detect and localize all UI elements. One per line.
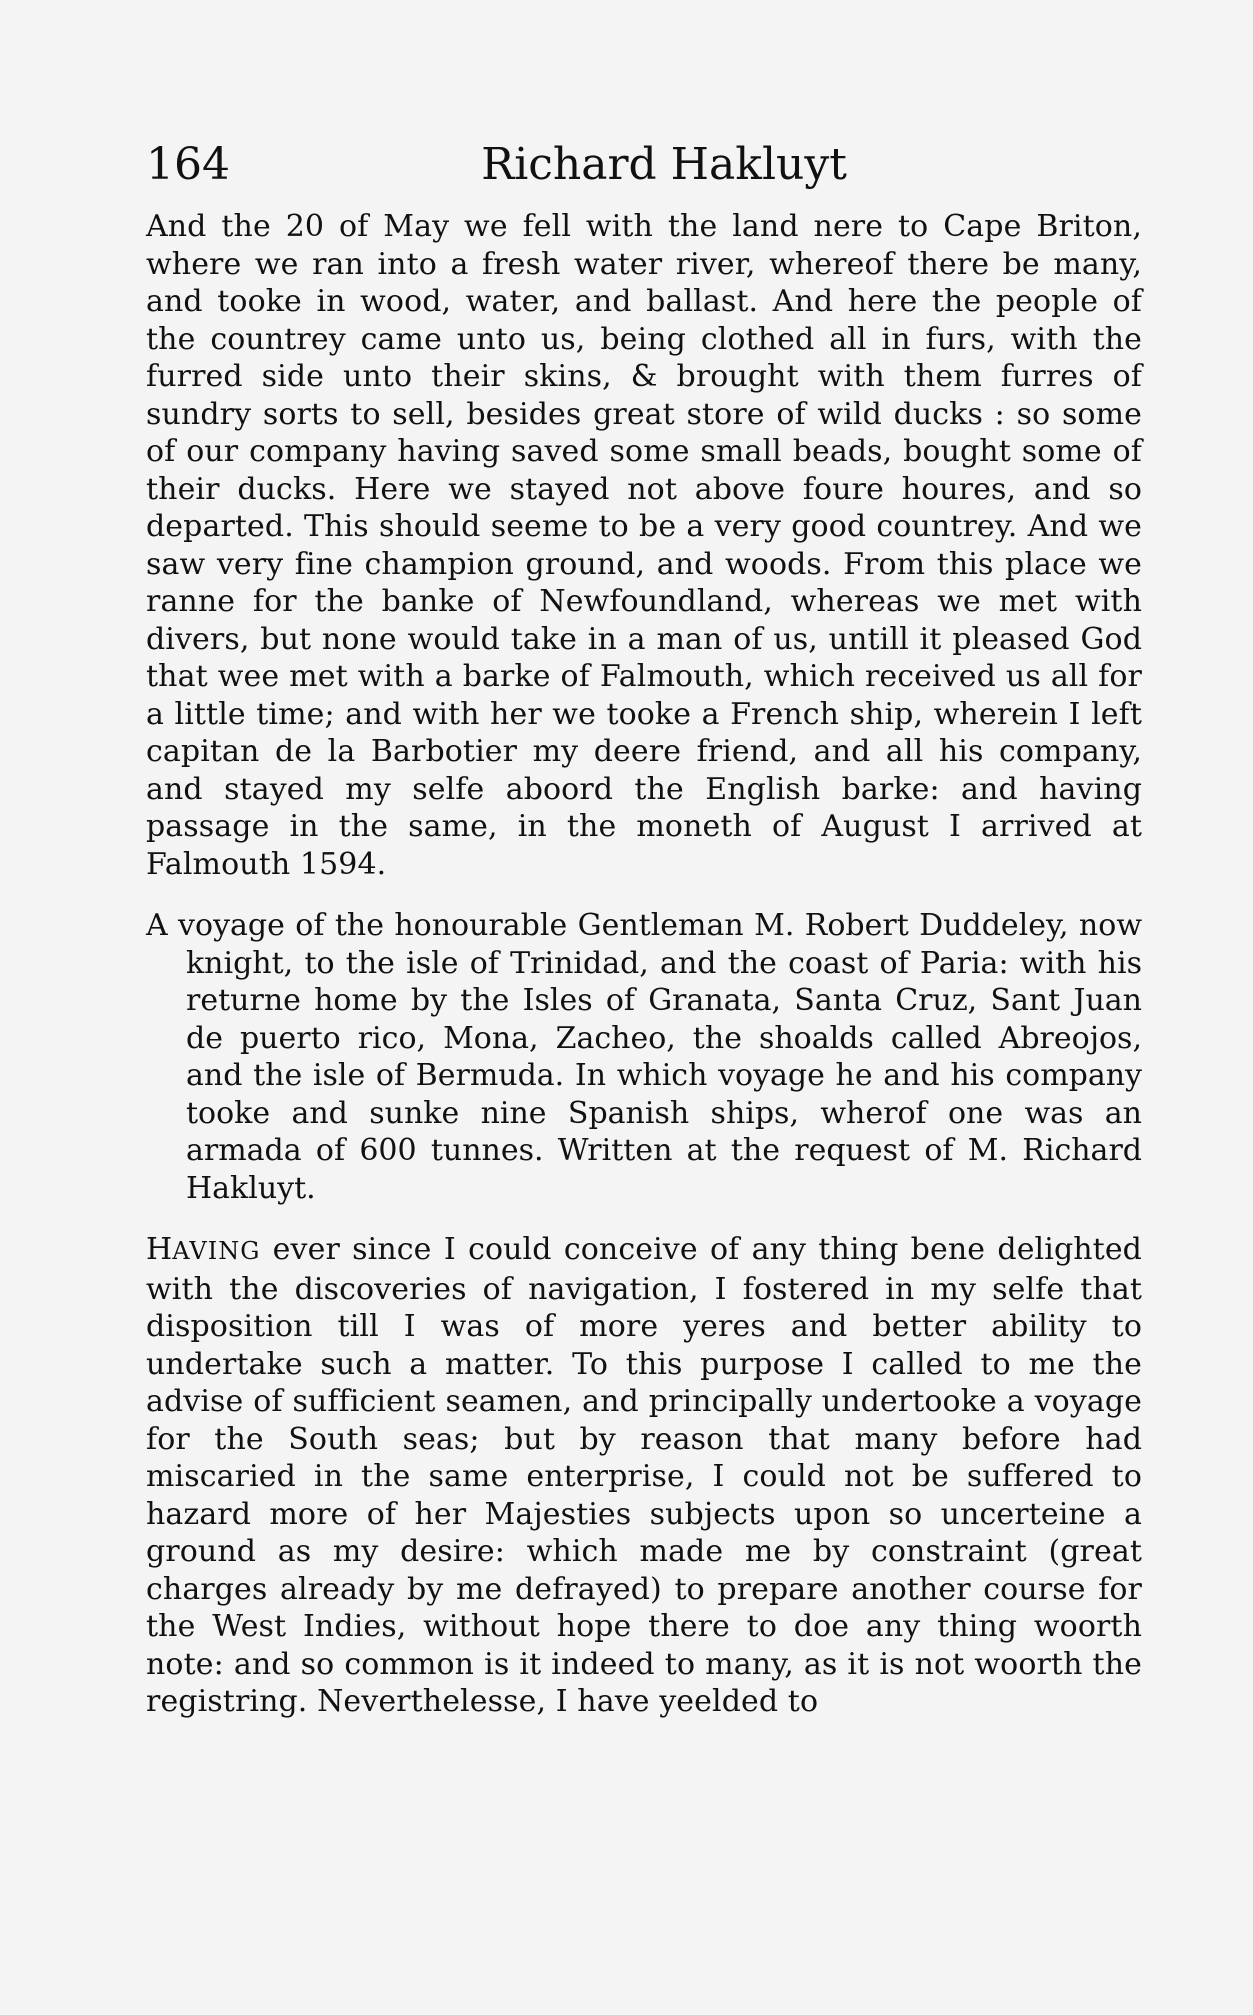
paragraph-2-text: ever since I could conceive of any thing bene delighted with the discoveries of navigation, I fostered in my selfe that disposition till I was of more yeres and better ability to undertake such a matter. To this purpose I called to me the advise of sufficient seamen, and principally undertooke a voyage for the South seas; but by reason that many before had miscaried in the same enterprise, I could not be suffered to hazard more of her Majesties subjects upon so uncerteine a ground as my desire: which made me by constraint (great charges already by me defrayed) to prepare another course for the West Indies, without hope there to doe any thing woorth note: and so common is it indeed to many, as it is not woorth the registring. Neverthelesse, I have yeelded to	[146, 1232, 1142, 1719]
small-caps-lead: AVING	[172, 1237, 261, 1265]
body-paragraph-1: And the 20 of May we fell with the land nere to Cape Briton, where we ran into a fresh water river, whereof there be many, and tooke in wood, water, and ballast. And here the people of the countrey came unto us, being clothed all in furs, with the furred side unto their skins, & brought with them furres of sundry sorts to sell, besides great store of wild ducks : so some of our company having saved some small beads, bought some of their ducks. Here we stayed not above foure houres, and so departed. This should seeme to be a very good countrey. And we saw very fine champion ground, and woods. From this place we ranne for the banke of Newfoundland, whereas we met with divers, but none would take in a man of us, untill it pleased God that wee met with a barke of Falmouth, which received us all for a little time; and with her we tooke a French ship, wherein I left capitan de la Barbotier my deere friend, and all his company, and stayed my selfe aboord the English barke: and having passage in the same, in the moneth of August I arrived at Falmouth 1594.	[146, 209, 1142, 882]
page-header	[146, 130, 1142, 200]
running-head: Richard Hakluyt	[481, 139, 847, 190]
drop-lead-letter: H	[146, 1232, 173, 1267]
section-heading: A voyage of the honourable Gentleman M. Robert Duddeley, now knight, to the isle of Trinidad, and the coast of Paria: with his returne home by the Isles of Granata, Santa Cruz, Sant Juan de puerto rico, Mona, Zacheo, the shoalds called Abreojos, and the isle of Bermuda. In which voyage he and his company tooke and sunke nine Spanish ships, wherof one was an armada of 600 tunnes. Written at the request of M. Richard Hakluyt.	[146, 908, 1142, 1206]
body-paragraph-2	[146, 1231, 1142, 1721]
book-page	[146, 130, 1142, 1721]
page-number: 164	[146, 139, 230, 190]
